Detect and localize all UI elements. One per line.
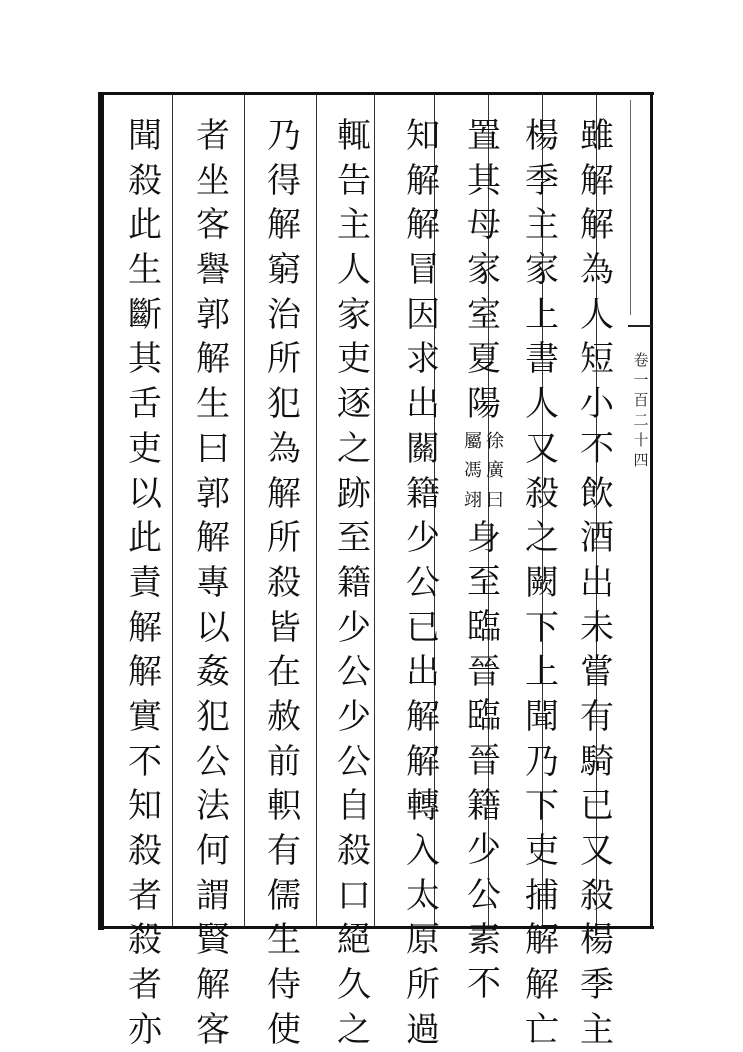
text-char: 吏 bbox=[128, 428, 162, 469]
text-char: 過 bbox=[406, 1009, 440, 1050]
column-rule bbox=[244, 95, 245, 926]
text-char: 少 bbox=[406, 518, 440, 559]
text-char: 者 bbox=[196, 116, 230, 156]
text-char: 人 bbox=[337, 250, 371, 291]
text-char: 絕 bbox=[337, 920, 371, 961]
text-char: 室 bbox=[467, 294, 501, 335]
text-char: 軹 bbox=[267, 786, 301, 827]
commentary-note-line bbox=[484, 427, 506, 516]
text-char: 下 bbox=[525, 607, 559, 648]
text-char: 解 bbox=[267, 473, 301, 514]
text-char: 臨 bbox=[467, 696, 501, 737]
text-char: 解 bbox=[406, 696, 440, 737]
text-char: 轉 bbox=[406, 786, 440, 827]
text-char: 所 bbox=[267, 339, 301, 380]
text-char: 殺 bbox=[128, 160, 162, 201]
text-char: 此 bbox=[128, 518, 162, 559]
text-char: 輒 bbox=[337, 116, 371, 156]
text-char: 窮 bbox=[267, 250, 301, 291]
text-char: 治 bbox=[267, 294, 301, 335]
text-char: 告 bbox=[337, 160, 371, 201]
text-char: 之 bbox=[525, 518, 559, 559]
text-char: 乃 bbox=[267, 116, 301, 156]
text-char: 少 bbox=[337, 696, 371, 737]
text-char: 姦 bbox=[196, 652, 230, 693]
text-char: 公 bbox=[467, 875, 501, 916]
text-char: 出 bbox=[406, 652, 440, 693]
text-char: 上 bbox=[525, 294, 559, 335]
text-char: 殺 bbox=[128, 831, 162, 871]
text-column-4 bbox=[400, 114, 446, 1050]
note-char: 曰 bbox=[486, 490, 504, 511]
text-char: 晉 bbox=[467, 741, 501, 782]
text-char: 已 bbox=[406, 607, 440, 648]
text-char: 殺 bbox=[580, 875, 614, 916]
text-column-1 bbox=[574, 114, 620, 1050]
text-char: 公 bbox=[337, 652, 371, 693]
text-char: 之 bbox=[337, 428, 371, 469]
text-column-6 bbox=[261, 114, 307, 1050]
text-char: 犯 bbox=[196, 696, 230, 737]
text-char: 殺 bbox=[525, 473, 559, 514]
text-char: 以 bbox=[196, 607, 230, 648]
text-char: 陽 bbox=[467, 384, 501, 425]
text-char: 法 bbox=[196, 786, 230, 827]
text-char: 解 bbox=[267, 205, 301, 246]
text-char: 季 bbox=[525, 160, 559, 201]
text-char: 曰 bbox=[196, 428, 230, 469]
text-char: 太 bbox=[406, 875, 440, 916]
text-char: 又 bbox=[525, 428, 559, 469]
text-char: 籍 bbox=[406, 473, 440, 514]
text-char: 騎 bbox=[580, 741, 614, 782]
text-char: 所 bbox=[406, 965, 440, 1006]
text-char: 因 bbox=[406, 294, 440, 335]
text-char: 前 bbox=[267, 741, 301, 782]
text-char: 斷 bbox=[128, 294, 162, 335]
text-char: 客 bbox=[196, 205, 230, 246]
text-char: 出 bbox=[580, 562, 614, 603]
text-char: 解 bbox=[128, 607, 162, 648]
text-char: 人 bbox=[580, 294, 614, 335]
text-char: 舌 bbox=[128, 384, 162, 425]
text-char: 亦 bbox=[128, 1009, 162, 1050]
text-char: 專 bbox=[196, 562, 230, 603]
text-char: 捕 bbox=[525, 875, 559, 916]
text-char: 者 bbox=[128, 875, 162, 916]
text-char: 素 bbox=[467, 919, 501, 960]
text-char: 為 bbox=[267, 428, 301, 469]
banxin-char: 卷 bbox=[633, 351, 649, 369]
text-column-8 bbox=[122, 114, 168, 1050]
text-char: 解 bbox=[196, 965, 230, 1006]
text-char: 其 bbox=[467, 160, 501, 201]
text-char: 已 bbox=[580, 786, 614, 827]
text-char: 坐 bbox=[196, 160, 230, 201]
text-char: 赦 bbox=[267, 696, 301, 737]
text-char: 楊 bbox=[580, 920, 614, 961]
text-char: 吏 bbox=[525, 831, 559, 871]
text-char: 公 bbox=[406, 562, 440, 603]
text-char: 以 bbox=[128, 473, 162, 514]
text-char: 逐 bbox=[337, 384, 371, 425]
text-char: 儒 bbox=[267, 875, 301, 916]
text-column-3 bbox=[461, 114, 507, 1005]
text-char: 原 bbox=[406, 920, 440, 961]
text-char: 殺 bbox=[128, 920, 162, 961]
text-char: 家 bbox=[525, 250, 559, 291]
frame-top-border bbox=[98, 92, 654, 95]
text-char: 此 bbox=[128, 205, 162, 246]
text-char: 吏 bbox=[337, 339, 371, 380]
text-column-2 bbox=[519, 114, 565, 1050]
text-char: 乃 bbox=[525, 741, 559, 782]
text-char: 酒 bbox=[580, 518, 614, 559]
text-char: 飲 bbox=[580, 473, 614, 514]
text-char: 知 bbox=[406, 116, 440, 156]
text-char: 殺 bbox=[267, 562, 301, 603]
text-char: 解 bbox=[406, 741, 440, 782]
text-char: 上 bbox=[525, 652, 559, 693]
text-char: 實 bbox=[128, 696, 162, 737]
text-char: 責 bbox=[128, 562, 162, 603]
text-char: 使 bbox=[267, 1009, 301, 1050]
text-char: 至 bbox=[337, 518, 371, 559]
banxin-char: 百 bbox=[633, 391, 649, 409]
text-char: 解 bbox=[580, 205, 614, 246]
text-char: 人 bbox=[525, 384, 559, 425]
text-char: 嘗 bbox=[580, 652, 614, 693]
text-char: 為 bbox=[580, 250, 614, 291]
text-char: 解 bbox=[196, 518, 230, 559]
text-char: 主 bbox=[337, 205, 371, 246]
text-char: 客 bbox=[196, 1009, 230, 1050]
banxin-label bbox=[628, 350, 654, 470]
text-char: 侍 bbox=[267, 965, 301, 1006]
text-char: 有 bbox=[580, 696, 614, 737]
text-char: 之 bbox=[337, 1009, 371, 1050]
text-char: 晉 bbox=[467, 651, 501, 692]
text-char: 夏 bbox=[467, 339, 501, 380]
text-char: 楊 bbox=[525, 116, 559, 156]
text-column-7 bbox=[190, 114, 236, 1050]
text-char: 少 bbox=[337, 607, 371, 648]
text-char: 置 bbox=[467, 116, 501, 156]
text-char: 犯 bbox=[267, 384, 301, 425]
text-char: 解 bbox=[406, 160, 440, 201]
text-char: 聞 bbox=[128, 116, 162, 156]
column-rule bbox=[316, 95, 317, 926]
text-char: 冒 bbox=[406, 250, 440, 291]
text-char: 解 bbox=[525, 965, 559, 1006]
text-char: 亡 bbox=[525, 1009, 559, 1050]
banxin-char: 十 bbox=[633, 431, 649, 449]
text-char: 短 bbox=[580, 339, 614, 380]
text-char: 口 bbox=[337, 875, 371, 916]
banxin-line bbox=[630, 100, 651, 315]
text-char: 出 bbox=[406, 384, 440, 425]
text-char: 久 bbox=[337, 965, 371, 1006]
text-char: 解 bbox=[406, 205, 440, 246]
text-char: 家 bbox=[337, 294, 371, 335]
text-char: 自 bbox=[337, 786, 371, 827]
text-char: 得 bbox=[267, 160, 301, 201]
text-column-5 bbox=[331, 114, 377, 1050]
text-char: 不 bbox=[128, 741, 162, 782]
text-char: 跡 bbox=[337, 473, 371, 514]
text-char: 郭 bbox=[196, 473, 230, 514]
text-char: 母 bbox=[467, 205, 501, 246]
text-char: 臨 bbox=[467, 606, 501, 647]
text-char: 有 bbox=[267, 831, 301, 871]
text-char: 解 bbox=[196, 339, 230, 380]
text-char: 闕 bbox=[525, 562, 559, 603]
text-char: 解 bbox=[580, 160, 614, 201]
text-char: 又 bbox=[580, 831, 614, 871]
text-char: 郭 bbox=[196, 294, 230, 335]
text-char: 生 bbox=[196, 384, 230, 425]
text-char: 所 bbox=[267, 518, 301, 559]
text-char: 入 bbox=[406, 831, 440, 871]
text-char: 小 bbox=[580, 384, 614, 425]
text-char: 下 bbox=[525, 786, 559, 827]
text-char: 身 bbox=[467, 517, 501, 558]
text-char: 謂 bbox=[196, 875, 230, 916]
text-char: 公 bbox=[196, 741, 230, 782]
commentary-note-line bbox=[462, 427, 484, 516]
text-char: 何 bbox=[196, 831, 230, 871]
text-char: 少 bbox=[467, 830, 501, 871]
text-char: 解 bbox=[128, 652, 162, 693]
text-char: 生 bbox=[267, 920, 301, 961]
text-char: 不 bbox=[580, 428, 614, 469]
text-char: 雖 bbox=[580, 116, 614, 156]
text-char: 求 bbox=[406, 339, 440, 380]
frame-left-border bbox=[98, 92, 104, 930]
note-char: 翊 bbox=[464, 490, 482, 511]
text-char: 籍 bbox=[467, 785, 501, 826]
text-char: 籍 bbox=[337, 562, 371, 603]
text-char: 解 bbox=[525, 920, 559, 961]
text-char: 皆 bbox=[267, 607, 301, 648]
text-char: 聞 bbox=[525, 696, 559, 737]
text-char: 賢 bbox=[196, 920, 230, 961]
note-char: 屬 bbox=[464, 430, 482, 452]
text-char: 公 bbox=[337, 741, 371, 782]
text-char: 知 bbox=[128, 786, 162, 827]
text-char: 至 bbox=[467, 562, 501, 603]
banxin-char: 一 bbox=[633, 371, 649, 389]
text-char: 主 bbox=[525, 205, 559, 246]
banxin-char: 二 bbox=[633, 411, 649, 429]
banxin-char: 四 bbox=[633, 451, 649, 469]
text-char: 生 bbox=[128, 250, 162, 291]
text-char: 其 bbox=[128, 339, 162, 380]
text-char: 主 bbox=[580, 1009, 614, 1050]
text-char: 關 bbox=[406, 428, 440, 469]
note-char: 廣 bbox=[486, 460, 504, 482]
column-rule bbox=[172, 95, 173, 926]
text-char: 未 bbox=[580, 607, 614, 648]
text-char: 譽 bbox=[196, 250, 230, 291]
text-char: 季 bbox=[580, 965, 614, 1006]
text-char: 在 bbox=[267, 652, 301, 693]
text-char: 家 bbox=[467, 250, 501, 291]
fishtail-mark bbox=[628, 325, 652, 345]
text-char: 書 bbox=[525, 339, 559, 380]
commentary-note bbox=[461, 427, 507, 516]
text-char: 者 bbox=[128, 965, 162, 1006]
note-char: 徐 bbox=[486, 430, 504, 452]
note-char: 馮 bbox=[464, 460, 482, 482]
text-char: 不 bbox=[467, 964, 501, 1005]
text-char: 殺 bbox=[337, 831, 371, 871]
